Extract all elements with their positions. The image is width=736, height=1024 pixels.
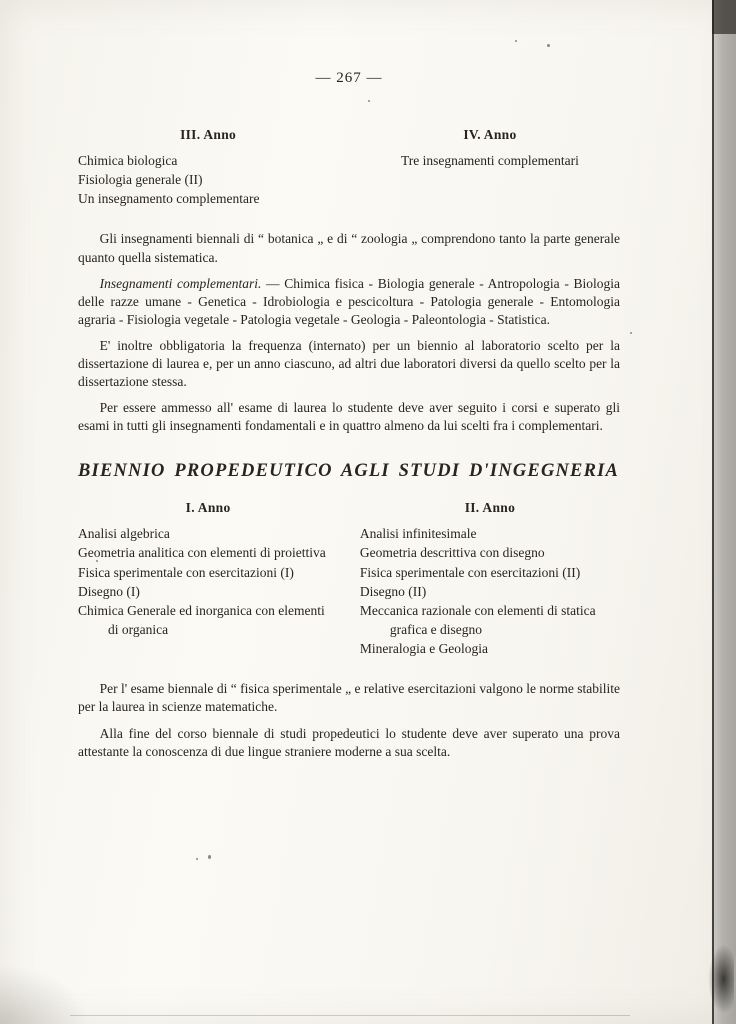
column-anno-iv: [360, 127, 620, 208]
scan-binding-edge: [712, 0, 736, 1024]
column-anno-i: [78, 500, 338, 658]
paragraph-language-requirement: Alla fine del corso biennale di studi propedeutici lo studente deve aver superato una prova attestante la conoscenza di due lingue straniere moderne a sua scelta.: [78, 725, 620, 759]
course-item: Disegno (II): [359, 583, 427, 599]
course-item: Un insegnamento complementare: [78, 191, 260, 207]
course-item: Fisica sperimentale con esercitazioni (II): [359, 564, 581, 580]
course-item: Chimica biologica: [78, 153, 178, 168]
scan-speck: [547, 44, 550, 47]
course-item: Chimica Generale ed inorganica con elementi di organica: [78, 602, 325, 638]
column-anno-ii: [360, 500, 620, 658]
heading-anno-iii: III. Anno: [180, 127, 237, 142]
year-columns-top: [78, 127, 620, 208]
year-columns-bottom: [78, 500, 620, 658]
scan-speck: [196, 858, 198, 860]
course-list-anno-ii: [360, 524, 620, 658]
scan-bottom-line: [70, 1015, 630, 1016]
course-item: Mineralogia e Geologia: [359, 641, 489, 657]
scan-speck: [208, 855, 211, 859]
paragraph-biennial-courses: Gli insegnamenti biennali di “ botanica „ e di “ zoologia „ comprendono tanto la parte generale quanto quella sistematica.: [78, 231, 620, 265]
course-item: Disegno (I): [78, 583, 140, 599]
scan-speck: [96, 560, 98, 562]
course-item: Geometria analitica con elementi di proiettiva: [78, 545, 326, 561]
course-item: Fisica sperimentale con esercitazioni (I): [78, 564, 294, 580]
paragraph-physics-exam: Per l' esame biennale di “ fisica sperimentale „ e relative esercitazioni valgono le norme stabilite per la laurea in scienze matematiche.: [78, 681, 620, 715]
course-item: Geometria descrittiva con disegno: [359, 545, 545, 561]
section-heading-biennio: BIENNIO PROPEDEUTICO AGLI STUDI D'INGEGNERIA: [78, 461, 620, 482]
scan-speck: [368, 100, 370, 102]
paragraph-laboratory-requirement: E' inoltre obbligatoria la frequenza (internato) per un biennio al laboratorio scelto per la dissertazione di laurea e, per un anno ciascuno, ad altri due laboratori diversi da quello scelto per la dissertazione stessa.: [78, 337, 620, 390]
course-item: Analisi infinitesimale: [359, 526, 477, 542]
scan-speck: [630, 332, 632, 334]
course-list-anno-i: [78, 524, 338, 639]
course-item: Tre insegnamenti complementari: [400, 153, 579, 168]
heading-anno-ii: II. Anno: [464, 500, 516, 516]
paragraph-exam-admission: Per essere ammesso all' esame di laurea lo studente deve aver seguito i corsi e superato gli esami in tutti gli insegnamenti fondamentali e in quattro almeno da lui scelti fra i complementari.: [78, 400, 620, 434]
course-item: Analisi algebrica: [78, 526, 170, 542]
course-item: Fisiologia generale (II): [78, 172, 203, 188]
column-anno-iii: [78, 127, 338, 208]
course-list-anno-iii: [78, 151, 338, 208]
paragraph-complementary-courses: [78, 275, 620, 329]
course-list-anno-iv: [360, 151, 620, 170]
closing-paragraphs: [78, 680, 620, 760]
paragraph-complementary-list: — Chimica fisica - Biologia generale - Antropologia - Biologia delle razze umane - Genetica - Idrobiologia e pescicoltura - Patologia generale - Entomologia agraria - Fisiologia vegetale - Patologia vegetale - Geologia - Paleontologia - Statistica.: [78, 275, 620, 327]
course-item: Meccanica razionale con elementi di statica grafica e disegno: [359, 602, 596, 638]
paragraph-lead-italic: Insegnamenti complementari.: [99, 275, 262, 291]
scan-speck: [515, 40, 517, 42]
page-number: — 267 —: [315, 70, 383, 86]
heading-anno-i: I. Anno: [185, 500, 231, 516]
heading-anno-iv: IV. Anno: [463, 127, 517, 142]
notes-paragraphs: [78, 230, 620, 435]
